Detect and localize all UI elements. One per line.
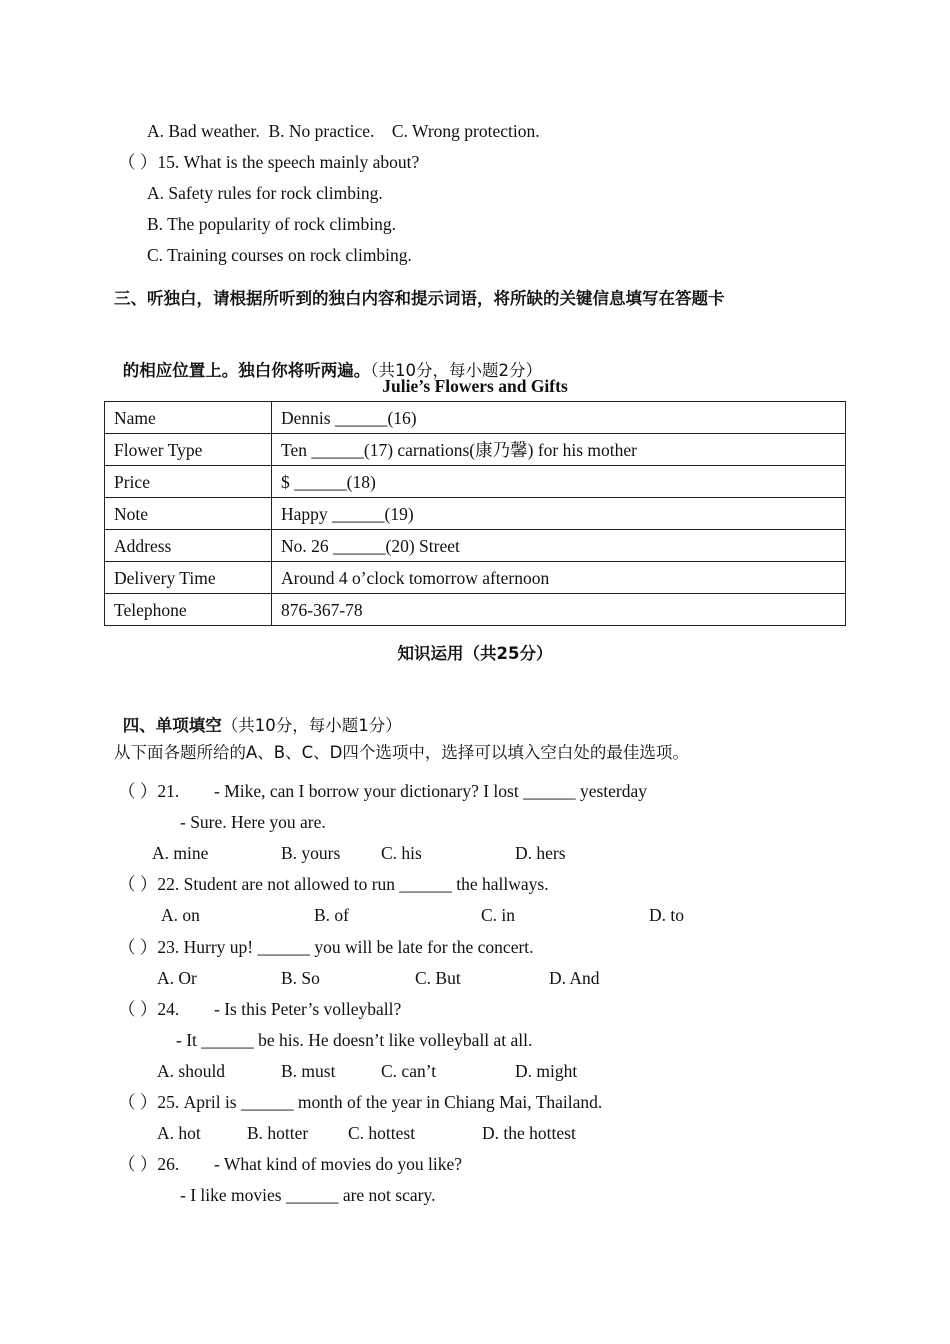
q23-option-a: A. Or — [157, 968, 197, 988]
row-label: Note — [105, 498, 272, 530]
q22-option-d: D. to — [649, 905, 684, 925]
section4-heading-note: （共10分，每小题1分） — [221, 716, 402, 735]
row-label: Flower Type — [105, 434, 272, 466]
q22-stem: （ ）22. Student are not allowed to run ______ the hallways. — [118, 874, 549, 894]
q21-option-d: D. hers — [515, 843, 566, 863]
q26-number: （ ）26. — [118, 1154, 180, 1174]
q23-option-c: C. But — [415, 968, 461, 988]
q25-option-a: A. hot — [157, 1123, 201, 1143]
q25-option-b: B. hotter — [247, 1123, 309, 1143]
q23-stem: （ ）23. Hurry up! ______ you will be late for the concert. — [118, 937, 534, 957]
table-title: Julie’s Flowers and Gifts — [382, 376, 568, 396]
q15-option-b: B. The popularity of rock climbing. — [147, 214, 397, 234]
q22-option-a: A. on — [161, 905, 200, 925]
q22-option-c: C. in — [481, 905, 516, 925]
q21-number: （ ）21. — [118, 781, 180, 801]
knowledge-heading: 知识运用（共25分） — [397, 644, 553, 663]
q23-option-b: B. So — [281, 968, 320, 988]
row-value: Happy ______(19) — [272, 498, 846, 530]
q21-option-a: A. mine — [152, 843, 209, 863]
q21-stem: - Mike, can I borrow your dictionary? I lost ______ yesterday — [214, 781, 648, 801]
row-value: Ten ______(17) carnations(康乃馨) for his mother — [272, 434, 846, 466]
section4-heading — [114, 692, 402, 737]
table-row — [105, 402, 846, 434]
section3-heading-line1: 三、听独白，请根据所听到的独白内容和提示词语，将所缺的关键信息填写在答题卡 — [114, 289, 725, 308]
table-row — [105, 530, 846, 562]
section4-instruction: 从下面各题所给的A、B、C、D四个选项中，选择可以填入空白处的最佳选项。 — [114, 743, 689, 762]
row-label: Price — [105, 466, 272, 498]
q24-stem: - Is this Peter’s volleyball? — [214, 999, 402, 1019]
section4-heading-bold: 四、单项填空 — [122, 716, 222, 735]
q21-option-b: B. yours — [281, 843, 341, 863]
row-value: 876-367-78 — [272, 594, 846, 626]
table-row — [105, 562, 846, 594]
q24-option-b: B. must — [281, 1061, 336, 1081]
section3-heading-bold: 的相应位置上。独白你将听两遍。 — [122, 361, 371, 380]
table-row — [105, 434, 846, 466]
row-value: No. 26 ______(20) Street — [272, 530, 846, 562]
row-value: Around 4 o’clock tomorrow afternoon — [272, 562, 846, 594]
row-value: Dennis ______(16) — [272, 402, 846, 434]
q24-option-c: C. can’t — [381, 1061, 437, 1081]
table-row — [105, 466, 846, 498]
q25-stem: （ ）25. April is ______ month of the year in Chiang Mai, Thailand. — [118, 1092, 603, 1112]
q22-option-b: B. of — [314, 905, 349, 925]
row-label: Name — [105, 402, 272, 434]
q15-option-c: C. Training courses on rock climbing. — [147, 245, 412, 265]
q21-reply: - Sure. Here you are. — [180, 812, 326, 832]
q24-option-d: D. might — [515, 1061, 578, 1081]
row-value: $ ______(18) — [272, 466, 846, 498]
table-row — [105, 594, 846, 626]
q24-reply: - It ______ be his. He doesn’t like volleyball at all. — [176, 1030, 533, 1050]
q21-option-c: C. his — [381, 843, 422, 863]
row-label: Address — [105, 530, 272, 562]
section3-heading-note: （共10分，每小题2分） — [370, 361, 542, 380]
q15-stem: （ ）15. What is the speech mainly about? — [118, 152, 420, 172]
row-label: Delivery Time — [105, 562, 272, 594]
table-row — [105, 498, 846, 530]
q25-option-c: C. hottest — [348, 1123, 416, 1143]
q24-option-a: A. should — [157, 1061, 226, 1081]
row-label: Telephone — [105, 594, 272, 626]
q23-option-d: D. And — [549, 968, 600, 988]
q15-option-a: A. Safety rules for rock climbing. — [147, 183, 383, 203]
q24-number: （ ）24. — [118, 999, 180, 1019]
info-table — [104, 401, 846, 626]
q26-stem: - What kind of movies do you like? — [214, 1154, 463, 1174]
q14-options: A. Bad weather. B. No practice. C. Wrong protection. — [147, 121, 540, 141]
q26-reply: - I like movies ______ are not scary. — [180, 1185, 436, 1205]
q25-option-d: D. the hottest — [482, 1123, 576, 1143]
